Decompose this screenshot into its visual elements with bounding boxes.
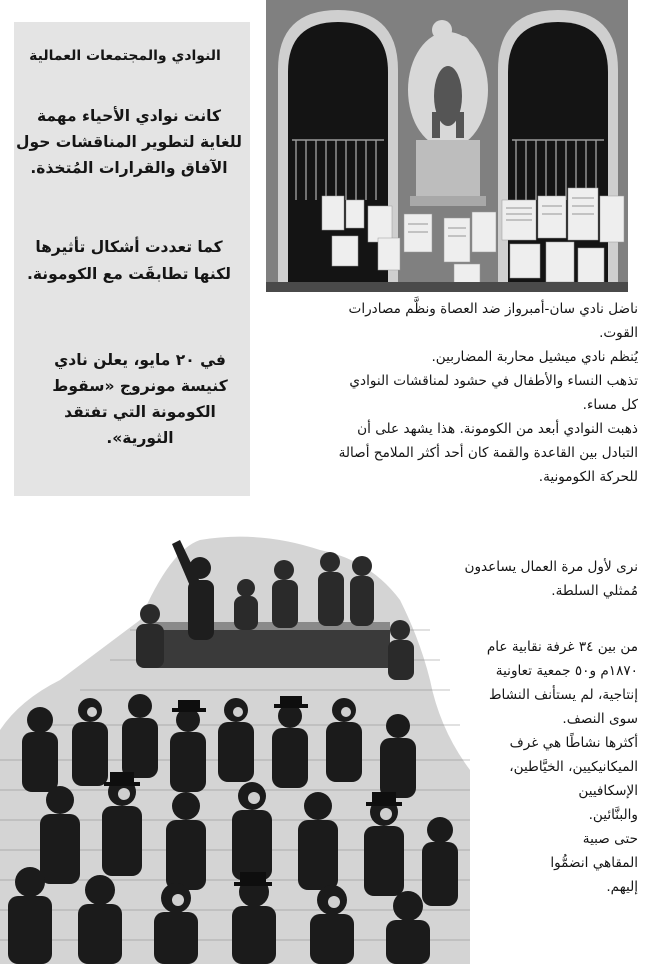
text-line: القوت. [599,325,638,341]
text-line: أكثرها نشاطًا هي غرف [509,735,638,751]
text-line: كل مساء. [582,397,638,413]
text-line: المقاهي انضمُّوا [550,855,638,871]
text-line: ذهبت النوادي أبعد من الكومونة. هذا يشهد على أن [357,421,638,437]
text-line: من بين ٣٤ غرفة نقابية عام [486,639,638,655]
text-line: والبنَّائين. [588,807,638,823]
text-line: حتى صبية [582,831,638,847]
panel-paragraph-2: كما تعددت أشكال تأثيرها لكنها تطابقَت مع الكومونة. [27,238,231,283]
text-line: نرى لأول مرة العمال يساعدون [464,559,638,575]
text-line: سوى النصف. [562,711,638,727]
section-title: النوادي والمجتمعات العمالية [29,48,221,64]
body-text-block-1 [266,297,638,489]
text-line: الميكانيكيين، الخيَّاطين، [509,759,638,775]
text-line: إنتاجية، لم يستأنف النشاط [488,687,638,703]
text-line: ناضل نادي سان-أمبرواز ضد العصاة ونظَّم مصادرات [348,301,638,317]
text-line: إليهم. [606,879,638,895]
text-line: ١٨٧٠م و٥٠ جمعية تعاونية [495,663,638,679]
panel-paragraph-1: كانت نوادي الأحياء مهمة للغاية لتطوير المناقشات حول الآفاق والقرارات المُتخذة. [16,107,242,177]
text-line: التبادل بين القاعدة والقمة كان أحد أكثر الملامح أصالة [338,445,638,461]
text-line: الإسكافيين [578,783,638,799]
text-line: للحركة الكومونية. [538,469,638,485]
panel-paragraph-3: في ٢٠ مايو، يعلن نادي كنيسة مونروج «سقوط الكومونة التي تفتقد الثورية». [52,351,228,447]
church-facade-photo [266,0,628,292]
text-line: تذهب النساء والأطفال في حشود لمناقشات النوادي [349,373,638,389]
text-line: مُمثلي السلطة. [551,583,638,599]
club-assembly-engraving [0,530,470,964]
text-line: يُنظم نادي ميشيل محاربة المضاربين. [431,349,638,365]
